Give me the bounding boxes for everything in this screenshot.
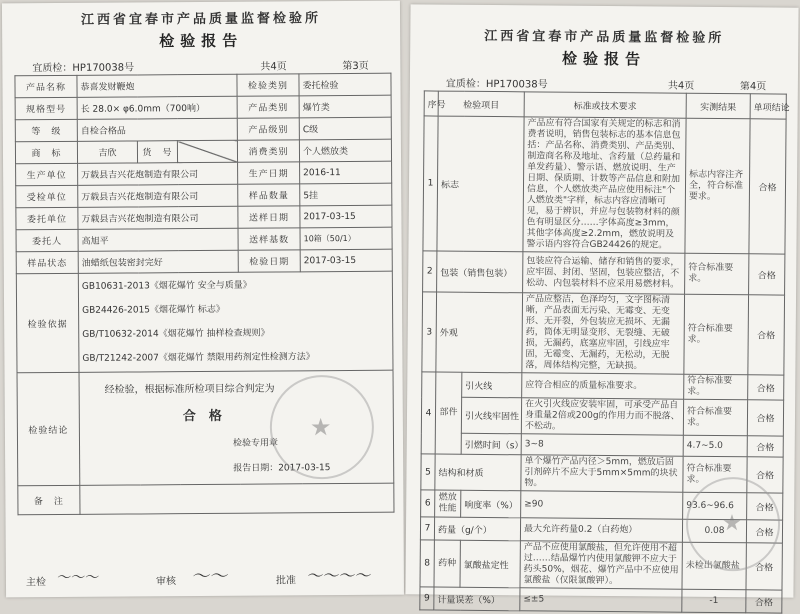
row-group: 药种 (434, 540, 460, 587)
row-standard: 单个爆竹产品内径＞5mm，燃放后固引剂碎片不应大于5mm×5mm的块状物。 (521, 455, 683, 492)
row-seq: 7 (420, 517, 434, 540)
row-item: 结构和材质 (435, 454, 521, 491)
row-seq: 4 (421, 372, 436, 454)
row-judge: 合格 (747, 436, 783, 457)
row-judge: 合格 (748, 375, 784, 400)
level-label: 产品级别 (237, 118, 299, 140)
prod-date-label: 生产日期 (238, 162, 300, 184)
reviewer-signature: ～～ (190, 565, 228, 588)
row-seq: 1 (423, 116, 438, 251)
row-seq: 8 (420, 540, 434, 587)
row-standard: ≤±5 (520, 588, 682, 612)
remarks-value (80, 483, 394, 514)
client-value: 万载县吉兴花炮制造有限公司 (78, 206, 238, 229)
table-row (15, 95, 391, 120)
seal-star-icon: ★ (309, 413, 332, 442)
producer-label: 生产单位 (16, 163, 78, 185)
report-title: 检验报告 (562, 49, 647, 69)
reviewer-label: 审核 (155, 576, 177, 588)
client-person-label: 委托人 (16, 229, 78, 251)
send-date-value: 2017-03-15 (300, 205, 392, 228)
institution-name: 江西省宜春市产品质量监督检验所 (80, 11, 322, 28)
row-result: 符合标准要求。 (684, 294, 749, 375)
report-page-4 (405, 4, 798, 609)
table-row (422, 292, 785, 375)
report-title: 检验报告 (159, 31, 244, 51)
row-judge: 合格 (747, 493, 783, 520)
table-row (18, 483, 394, 515)
table-row (423, 251, 785, 295)
product-name-label: 产品名称 (15, 75, 77, 97)
table-row (423, 116, 786, 254)
row-seq: 5 (421, 454, 435, 490)
row-result: 符合标准要求。 (683, 456, 747, 493)
remarks-label: 备 注 (18, 485, 80, 514)
row-item: 引火线牢固性 (461, 397, 521, 434)
row-item: 引燃时间（s） (461, 433, 521, 455)
basis-list (78, 271, 393, 372)
row-judge: 合格 (749, 119, 786, 254)
row-result: 符合标准要求。 (683, 399, 747, 436)
basis-item: GB/T21242-2007《烟花爆竹 禁限用药剂定性检测方法》 (82, 352, 315, 364)
level-value: C级 (299, 117, 391, 140)
basis-item: GB/T10632-2014《烟花爆竹 抽样检查规则》 (82, 328, 270, 340)
producer-value: 万载县吉兴花炮制造有限公司 (78, 162, 238, 185)
chief-signature: ～～～ (55, 569, 98, 587)
spec-value: 长 28.0× φ6.0mm（700响） (77, 96, 237, 119)
sample-qty-value: 5挂 (300, 183, 392, 206)
grade-value: 自检合格品 (77, 118, 237, 141)
row-judge: 合格 (747, 400, 783, 436)
approver-label: 批准 (275, 575, 297, 587)
row-result: 93.6~96.6 (683, 492, 747, 520)
inspect-date-label: 检验日期 (238, 250, 300, 272)
row-result: 0.08 (682, 519, 746, 543)
sample-qty-label: 样品数量 (238, 184, 300, 206)
row-standard: 在火引火线应安装牢固，可承受产品自身重量2倍或200g的作用力而不脱落、不松动。 (521, 398, 683, 435)
inspection-seal (270, 375, 375, 480)
client-label: 委托单位 (16, 207, 78, 229)
row-item: 包装（销售包装） (437, 251, 523, 293)
goods-no-value (177, 140, 237, 162)
inspect-type-label: 检验类别 (237, 74, 299, 96)
row-judge: 合格 (748, 295, 785, 375)
row-judge: 合格 (747, 457, 783, 493)
row-item: 药量（g/个） (434, 517, 520, 541)
table-row (16, 161, 392, 186)
inspected-label: 受检单位 (16, 185, 78, 207)
row-judge: 合格 (746, 520, 782, 543)
row-item: 外观 (436, 292, 523, 373)
basis-label: 检验依据 (16, 273, 79, 372)
report-number: 宜质检：HP170038号 (32, 62, 135, 75)
prod-date-value: 2016-11 (300, 161, 392, 184)
row-standard: 产品应有符合国家有关规定的标志和消费者说明，销售包装标志的基本信息包括：产品名称、消费类别、产品类别、制造商名称及地址、含药量（总药量和单发药量）、警示语、燃放说明、生产日期、保质期、计数等产品信息和附加信息，个人燃放类产品应使用标注"个人燃放类"字样，标志内容应清晰可见，易于辨识，并应与包装物材料的颜色有明显区分……字体高度≥3mm，其他字体高度≥2.2mm，燃放说明及警示语内容符合GB24426的规定。 (523, 117, 686, 253)
table-row (16, 227, 392, 252)
client-person-value: 高旭平 (78, 228, 238, 251)
row-result: 符合标准要求。 (685, 253, 749, 295)
base-qty-value: 10箱（50/1） (300, 227, 392, 250)
basis-item: GB10631-2013《烟花爆竹 安全与质量》 (81, 280, 252, 292)
institution-name: 江西省宜春市产品质量监督检验所 (484, 28, 725, 47)
category-label: 产品类别 (237, 96, 299, 118)
row-result: 符合标准要求。 (684, 374, 748, 400)
sample-state-label: 样品状态 (16, 251, 78, 273)
table-row (16, 271, 393, 373)
sample-state-value: 油蜡纸包装密封完好 (78, 250, 238, 273)
consumer-label: 消费类别 (237, 140, 299, 162)
conclusion-cell (79, 370, 394, 485)
report-date: 报告日期：2017-03-15 (233, 463, 331, 474)
inspection-seal (686, 477, 781, 572)
row-standard: 包装应符合运输、储存和销售的要求，应牢固、封闭、坚固，包装应整洁，不松动、内包装材料不应采用易燃材料。 (523, 252, 685, 294)
table-row (420, 587, 782, 613)
seal-text: 检验专用章 (232, 438, 279, 449)
brand-value: 吉欣 (77, 141, 137, 163)
page-number: 第4页 (739, 81, 767, 93)
row-result: 未检出氯酸盐 (682, 542, 746, 590)
col-seq: 序号 (424, 91, 438, 116)
row-result: -1 (682, 589, 746, 613)
base-qty-label: 送样基数 (238, 228, 300, 250)
chief-inspector-label: 主检 (25, 577, 47, 589)
goods-no-label: 货 号 (137, 141, 177, 163)
row-standard: ≥90 (521, 491, 683, 519)
info-table (14, 73, 394, 516)
table-row (421, 397, 783, 436)
page-total: 共4页 (260, 61, 287, 73)
conclusion-result: 合 格 (182, 408, 222, 425)
row-standard: 产品应整洁，色泽均匀，文字图标清晰，产品表面无污染、无霉变、无变形、无开裂，外包装应无损坏、无漏药，筒体无明显变形、无裂缝、无破损，无漏药，底塞应牢固，引线应牢固，无霉变、无漏药，无松动，无脱落，周体结构完整，无缺损。 (522, 293, 685, 374)
inspect-date-value: 2017-03-15 (300, 249, 392, 272)
col-result: 实测结果 (686, 93, 750, 119)
table-row (15, 73, 391, 98)
row-standard: 应符合相应的质量标准要求。 (522, 373, 684, 399)
row-standard: 3~8 (521, 434, 683, 456)
consumer-value: 个人燃放类 (299, 139, 391, 162)
seal-star-icon: ★ (721, 511, 742, 537)
row-judge: 合格 (746, 543, 782, 590)
inspected-value: 万载县吉兴花炮制造有限公司 (78, 184, 238, 207)
category-value: 爆竹类 (299, 95, 391, 118)
table-row (422, 372, 784, 400)
row-judge: 合格 (749, 254, 785, 295)
report-number: 宜质检：HP170038号 (445, 78, 548, 91)
row-seq: 3 (422, 292, 437, 372)
table-row (16, 183, 392, 208)
table-row (16, 205, 392, 230)
conclusion-label: 检验结论 (17, 372, 80, 485)
col-standard: 标准或技术要求 (524, 92, 686, 118)
product-name-value: 恭喜发财鞭炮 (77, 74, 237, 97)
row-group: 燃放性能 (435, 490, 461, 517)
row-standard: 产品不应使用氯酸盐，但允许使用不超过……结晶爆竹内使用氯酸钾不应大于药头50%，烟花、爆竹产品中不应使用氯酸盐（仅限氯酸钾）。 (520, 541, 682, 589)
grade-label: 等 级 (15, 119, 77, 141)
report-page-3 (2, 1, 404, 598)
page-number: 第3页 (342, 60, 369, 73)
row-item: 标志 (437, 116, 524, 252)
row-item: 响度率（%） (461, 490, 521, 518)
basis-item: GB24426-2015《烟花爆竹 标志》 (82, 304, 225, 316)
row-seq: 9 (420, 587, 434, 610)
spec-label: 规格型号 (15, 97, 77, 119)
col-judge: 单项结论 (750, 94, 786, 119)
table-row (16, 249, 392, 274)
table-header (424, 91, 786, 119)
table-row (15, 139, 391, 164)
fuse-group-label: 部件 (435, 372, 462, 454)
row-item: 计量误差（%） (434, 587, 520, 611)
inspect-type-value: 委托检验 (299, 73, 391, 96)
table-row (15, 117, 391, 142)
row-standard: 最大允许药量0.2（白药炮） (520, 518, 682, 542)
brand-label: 商 标 (15, 141, 77, 163)
page-total: 共4页 (667, 80, 695, 92)
row-item: 引火线 (462, 372, 522, 398)
row-seq: 6 (421, 490, 435, 517)
col-item: 检验项目 (438, 91, 524, 117)
approver-signature: ～～～～ (305, 565, 371, 586)
conclusion-text: 经检验，根据标准所检项目综合判定为 (104, 383, 275, 396)
row-item: 氯酸盐定性 (460, 540, 520, 588)
row-result: 4.7~5.0 (683, 435, 747, 457)
table-row (17, 370, 394, 486)
send-date-label: 送样日期 (238, 206, 300, 228)
row-judge: 合格 (746, 590, 782, 613)
row-seq: 2 (423, 251, 437, 292)
row-result: 标志内容注齐全，符合标准要求。 (685, 118, 750, 254)
